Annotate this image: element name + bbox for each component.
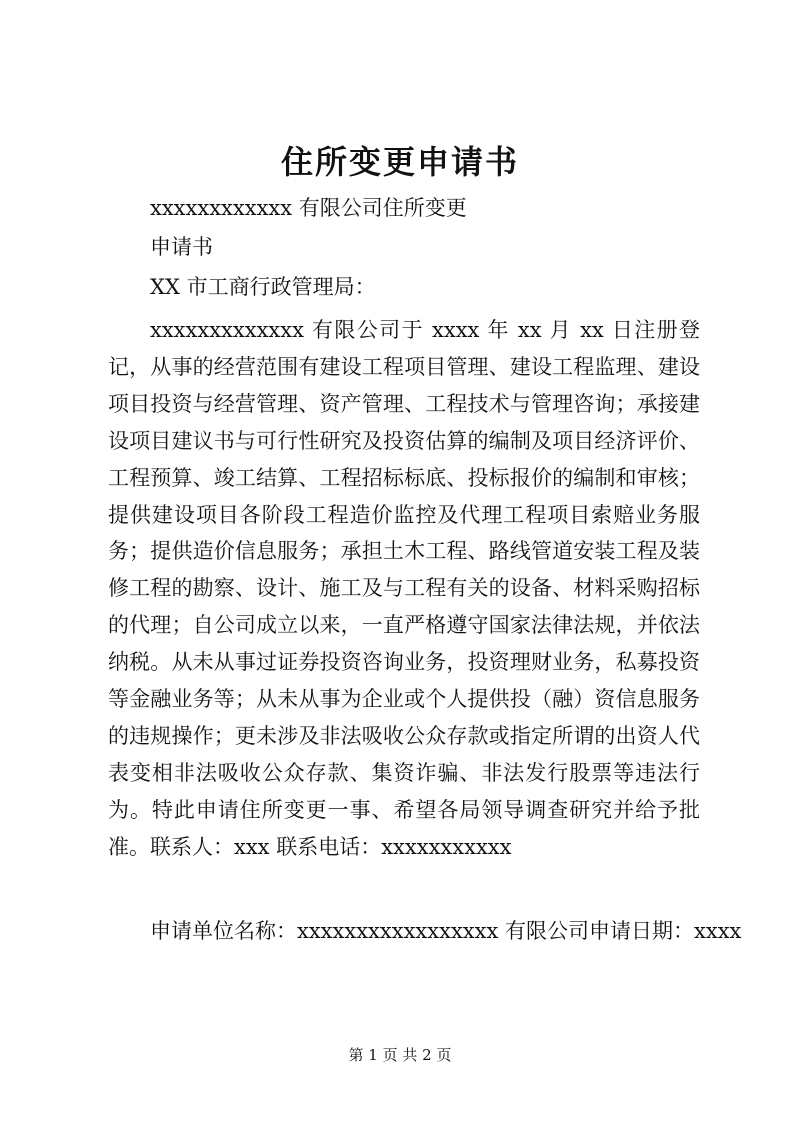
closing-line: 申请单位名称：xxxxxxxxxxxxxxxxx 有限公司申请日期：xxxx [150, 919, 742, 943]
body-paragraph: xxxxxxxxxxxxx 有限公司于 xxxx 年 xx 月 xx 日注册登记，从事的经营范围有建设工程项目管理、建设工程监理、建设项目投资与经营管理、资产管理、工程技术与管理咨询；承接建设项目建议书与可行性研究及投资估算的编制及项目经济评价、工程预算、竣工结算、工程招标标底、投标报价的编制和审核；提供建设项目各阶段工程造价监控及代理工程项目索赔业务服务；提供造价信息服务；承担土木工程、路线管道安装工程及装修工程的勘察、设计、施工及与工程有关的设备、材料采购招标的代理；自公司成立以来，一直严格遵守国家法律法规，并依法纳税。从未从事过证券投资咨询业务，投资理财业务，私募投资等金融业务等；从未从事为企业或个人提供投（融）资信息服务的违规操作；更未涉及非法吸收公众存款或指定所谓的出资人代表变相非法吸收公众存款、集资诈骗、非法发行股票等违法行为。特此申请住所变更一事、希望各局领导调查研究并给予批准。联系人：xxx 联系电话：xxxxxxxxxxx [108, 318, 700, 859]
document-title: 住所变更申请书 [280, 143, 519, 181]
subtitle-line-2: 申请书 [150, 235, 213, 259]
page-number: 第 1 页 共 2 页 [348, 1046, 452, 1064]
addressee: XX 市工商行政管理局： [150, 275, 376, 299]
subtitle-line-1: xxxxxxxxxxxx 有限公司住所变更 [150, 196, 467, 220]
